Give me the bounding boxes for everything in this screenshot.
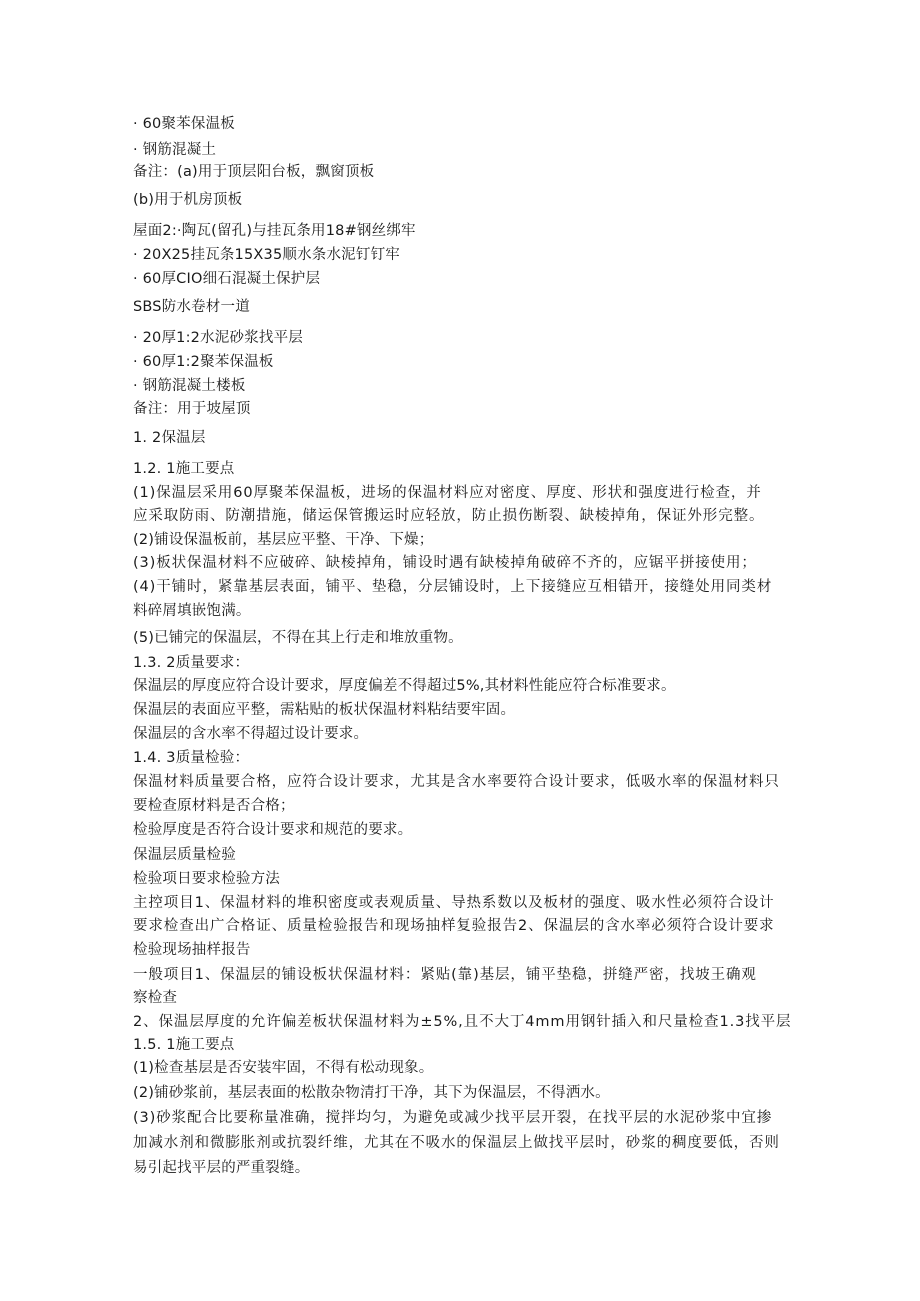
text-line: 2、保温层厚度的允许偏差板状保温材料为±5%,且不大丁4mm用钢针插入和尺量检查1.3找平层 bbox=[133, 1014, 792, 1030]
subsection-heading: 1.5. 1施工要点 bbox=[133, 1037, 235, 1053]
text-line: 要检查原材料是否合格； bbox=[133, 798, 295, 814]
text-line: 一般项目1、保温层的铺设板状保温材料：紧贴(靠)基层，铺平垫稳，拼缝严密，找坡王确观 bbox=[133, 967, 757, 983]
text-line: 察检查 bbox=[133, 990, 178, 1006]
text-line: 检验项日要求检验方法 bbox=[133, 871, 280, 887]
text-line: 检验厚度是否符合设计要求和规范的要求。 bbox=[133, 822, 413, 838]
text-line: (1)检查基层是否安装牢固，不得有松动现象。 bbox=[133, 1060, 434, 1076]
subsection-heading: 1.2. 1施工要点 bbox=[133, 461, 235, 477]
subsection-heading: 1.3. 2质量要求： bbox=[133, 655, 250, 671]
text-line: (4)干铺时，紧靠基层表面，铺平、垫稳，分层铺设时，上下接缝应互相错开，接缝处用同类材 bbox=[133, 579, 773, 595]
text-line: 检验现场抽样报告 bbox=[133, 942, 251, 958]
text-line: 保温层的含水率不得超过设计要求。 bbox=[133, 726, 369, 742]
text-line: (1)保温层采用60厚聚苯保温板，进场的保温材料应对密度、厚度、形状和强度进行检查，并 bbox=[133, 485, 762, 501]
text-line: · 60厚CIO细石混凝土保护层 bbox=[133, 271, 321, 287]
text-line: (3)砂浆配合比要称量准确，搅拌均匀，为避免或减少找平层开裂，在找平层的水泥砂浆中宜掺 bbox=[133, 1110, 773, 1126]
text-line: 易引起找平层的严重裂缝。 bbox=[133, 1160, 310, 1176]
text-line: 料碎屑填嵌饱满。 bbox=[133, 603, 251, 619]
text-line: (3)板状保温材料不应破碎、缺棱掉角，铺设时遇有缺棱掉角破碎不齐的，应锯平拼接使用； bbox=[133, 555, 757, 571]
text-line: · 20厚1:2水泥砂浆找平层 bbox=[133, 330, 304, 346]
section-heading: 1. 2保温层 bbox=[133, 430, 206, 446]
text-line: SBS防水卷材一道 bbox=[133, 299, 250, 315]
text-line: 备注：(a)用于顶层阳台板，飘窗顶板 bbox=[133, 164, 375, 180]
text-line: 屋面2:·陶瓦(留孔)与挂瓦条用18#钢丝绑牢 bbox=[133, 223, 416, 239]
text-line: · 60聚苯保温板 bbox=[133, 116, 235, 132]
text-line: 应采取防雨、防潮措施，储运保管搬运时应轻放，防止损伤断裂、缺棱掉角，保证外形完整。 bbox=[133, 508, 765, 524]
text-line: · 20X25挂瓦条15X35顺水条水泥钉钉牢 bbox=[133, 247, 400, 263]
text-line: (2)铺砂浆前，基层表面的松散杂物清打干净，其下为保温层，不得洒水。 bbox=[133, 1085, 610, 1101]
text-line: · 60厚1:2聚苯保温板 bbox=[133, 354, 274, 370]
text-line: 备注：用于坡屋顶 bbox=[133, 401, 251, 417]
text-line: 保温层的表面应平整，需粘贴的板状保温材料粘结要牢固。 bbox=[133, 702, 516, 718]
text-line: 加减水剂和微膨胀剂或抗裂纤维，尤其在不吸水的保温层上做找平层时，砂浆的稠度要低，否则 bbox=[133, 1135, 780, 1151]
text-line: (5)已铺完的保温层，不得在其上行走和堆放重物。 bbox=[133, 630, 463, 646]
text-line: 保温材料质量要合格，应符合设计要求，尤其是含水率要符合设计要求，低吸水率的保温材料只 bbox=[133, 774, 780, 790]
text-line: 保温层的厚度应符合设计要求，厚度偏差不得超过5%,其材料性能应符合标准要求。 bbox=[133, 678, 676, 694]
text-line: 要求检查出广合格证、质量检验报告和现场抽样复验报告2、保温层的含水率必须符合设计要求 bbox=[133, 918, 775, 934]
text-line: (2)铺设保温板前，基层应平整、干净、下燥； bbox=[133, 532, 434, 548]
subsection-heading: 1.4. 3质量检验： bbox=[133, 750, 250, 766]
text-line: 主控项目1、保温材料的堆积密度或表观质量、导热系数以及板材的强度、吸水性必须符合设计 bbox=[133, 895, 775, 911]
text-line: (b)用于机房顶板 bbox=[133, 192, 243, 208]
text-line: · 钢筋混凝土楼板 bbox=[133, 378, 246, 394]
text-line: · 钢筋混凝土 bbox=[133, 142, 217, 158]
text-line: 保温层质量检验 bbox=[133, 847, 236, 863]
